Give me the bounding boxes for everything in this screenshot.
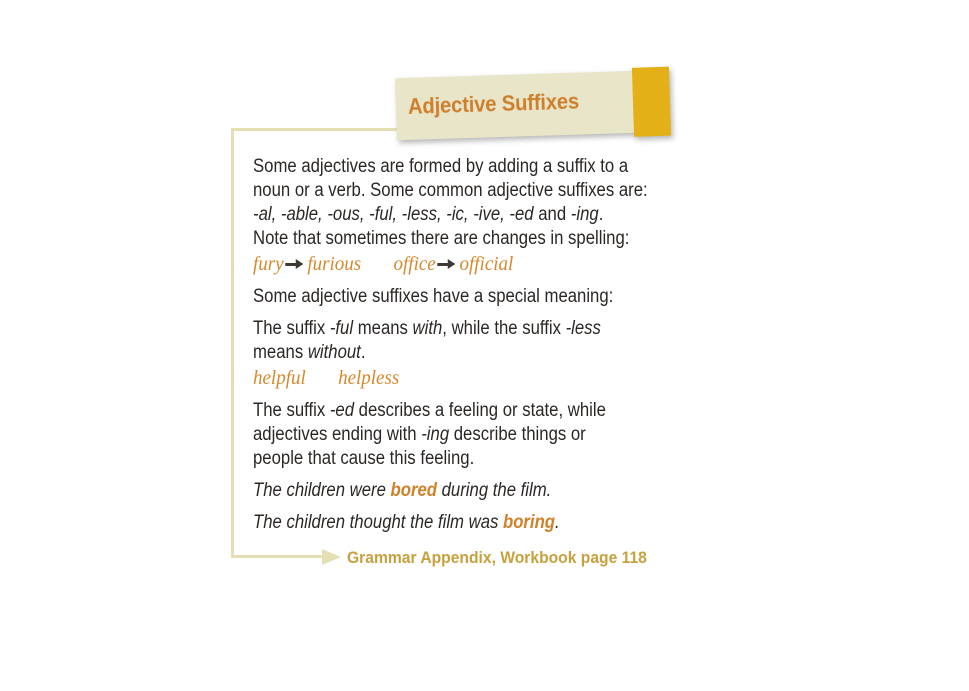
italic-text: The children were: [253, 480, 391, 501]
example-sentence-boring: [253, 511, 683, 535]
text-line: [253, 479, 631, 503]
italic-text: -al, -able, -ous, -ful, -less, -ic, -ive, -ed: [253, 204, 534, 225]
paragraph-ful-less: [253, 317, 683, 391]
body-text: .: [598, 204, 604, 225]
text-line: [253, 179, 648, 203]
example-word: fury: [253, 253, 284, 275]
text-line: [253, 423, 631, 447]
text-line: [253, 511, 631, 535]
body-text: means: [253, 342, 308, 363]
italic-text: -ful: [329, 318, 354, 339]
italic-text: -ing: [570, 204, 599, 225]
body-text: adjectives ending with: [253, 424, 422, 445]
body-text: describe things or: [449, 424, 586, 445]
body-text: means: [353, 318, 413, 339]
example-sentence-bored: [253, 479, 683, 503]
title-tab: [395, 70, 669, 141]
frame-border-bottom: [231, 555, 323, 558]
text-line: [253, 365, 662, 391]
body-text: The suffix: [253, 400, 330, 421]
text-line: [253, 399, 631, 423]
example-word: helpless: [338, 367, 400, 389]
text-line: [253, 155, 631, 179]
body-text: people that cause this feeling.: [253, 448, 475, 469]
text-line: [253, 447, 631, 471]
body-text: describes a feeling or state, while: [354, 400, 606, 421]
reference-arrow-icon: [322, 549, 341, 565]
text-line: [253, 341, 631, 365]
highlight-word: bored: [390, 480, 437, 501]
highlight-word: boring: [503, 512, 556, 533]
paragraph-special-meaning-intro: [253, 285, 683, 309]
body-text: and: [533, 204, 571, 225]
paragraph-ed-ing: [253, 399, 683, 471]
italic-text: without: [307, 342, 361, 363]
italic-text: during the film.: [436, 480, 552, 501]
reference-text: Grammar Appendix, Workbook page 118: [347, 548, 647, 567]
body-text: Note that sometimes there are changes in spelling:: [253, 228, 630, 249]
grammar-content: [253, 155, 683, 543]
body-text: .: [360, 342, 366, 363]
arrow-right-icon: [438, 257, 456, 270]
arrow-right-icon: [286, 257, 304, 270]
example-word: official: [459, 253, 514, 275]
box-title: Adjective Suffixes: [407, 88, 580, 119]
italic-text: -less: [565, 318, 601, 339]
text-line: [253, 227, 631, 251]
italic-text: -ed: [329, 400, 355, 421]
example-word: helpful: [253, 367, 306, 389]
text-line: [253, 203, 631, 227]
text-line: [253, 317, 631, 341]
example-word: office: [393, 253, 436, 275]
tab-accent-square: [632, 67, 671, 137]
body-text: noun or a verb. Some common adjective suffixes are:: [253, 180, 648, 201]
italic-text: with: [412, 318, 443, 339]
italic-text: .: [555, 512, 560, 533]
frame-border-left: [231, 128, 234, 558]
italic-text: The children thought the film was: [253, 512, 504, 533]
body-text: Some adjective suffixes have a special meaning:: [253, 286, 614, 307]
text-line: [253, 285, 631, 309]
paragraph-suffix-formation: [253, 155, 683, 277]
text-line: [253, 251, 662, 277]
body-text: Some adjectives are formed by adding a suffix to a: [253, 156, 629, 177]
example-word: furious: [307, 253, 362, 275]
italic-text: -ing: [421, 424, 450, 445]
body-text: , while the suffix: [442, 318, 566, 339]
body-text: The suffix: [253, 318, 330, 339]
